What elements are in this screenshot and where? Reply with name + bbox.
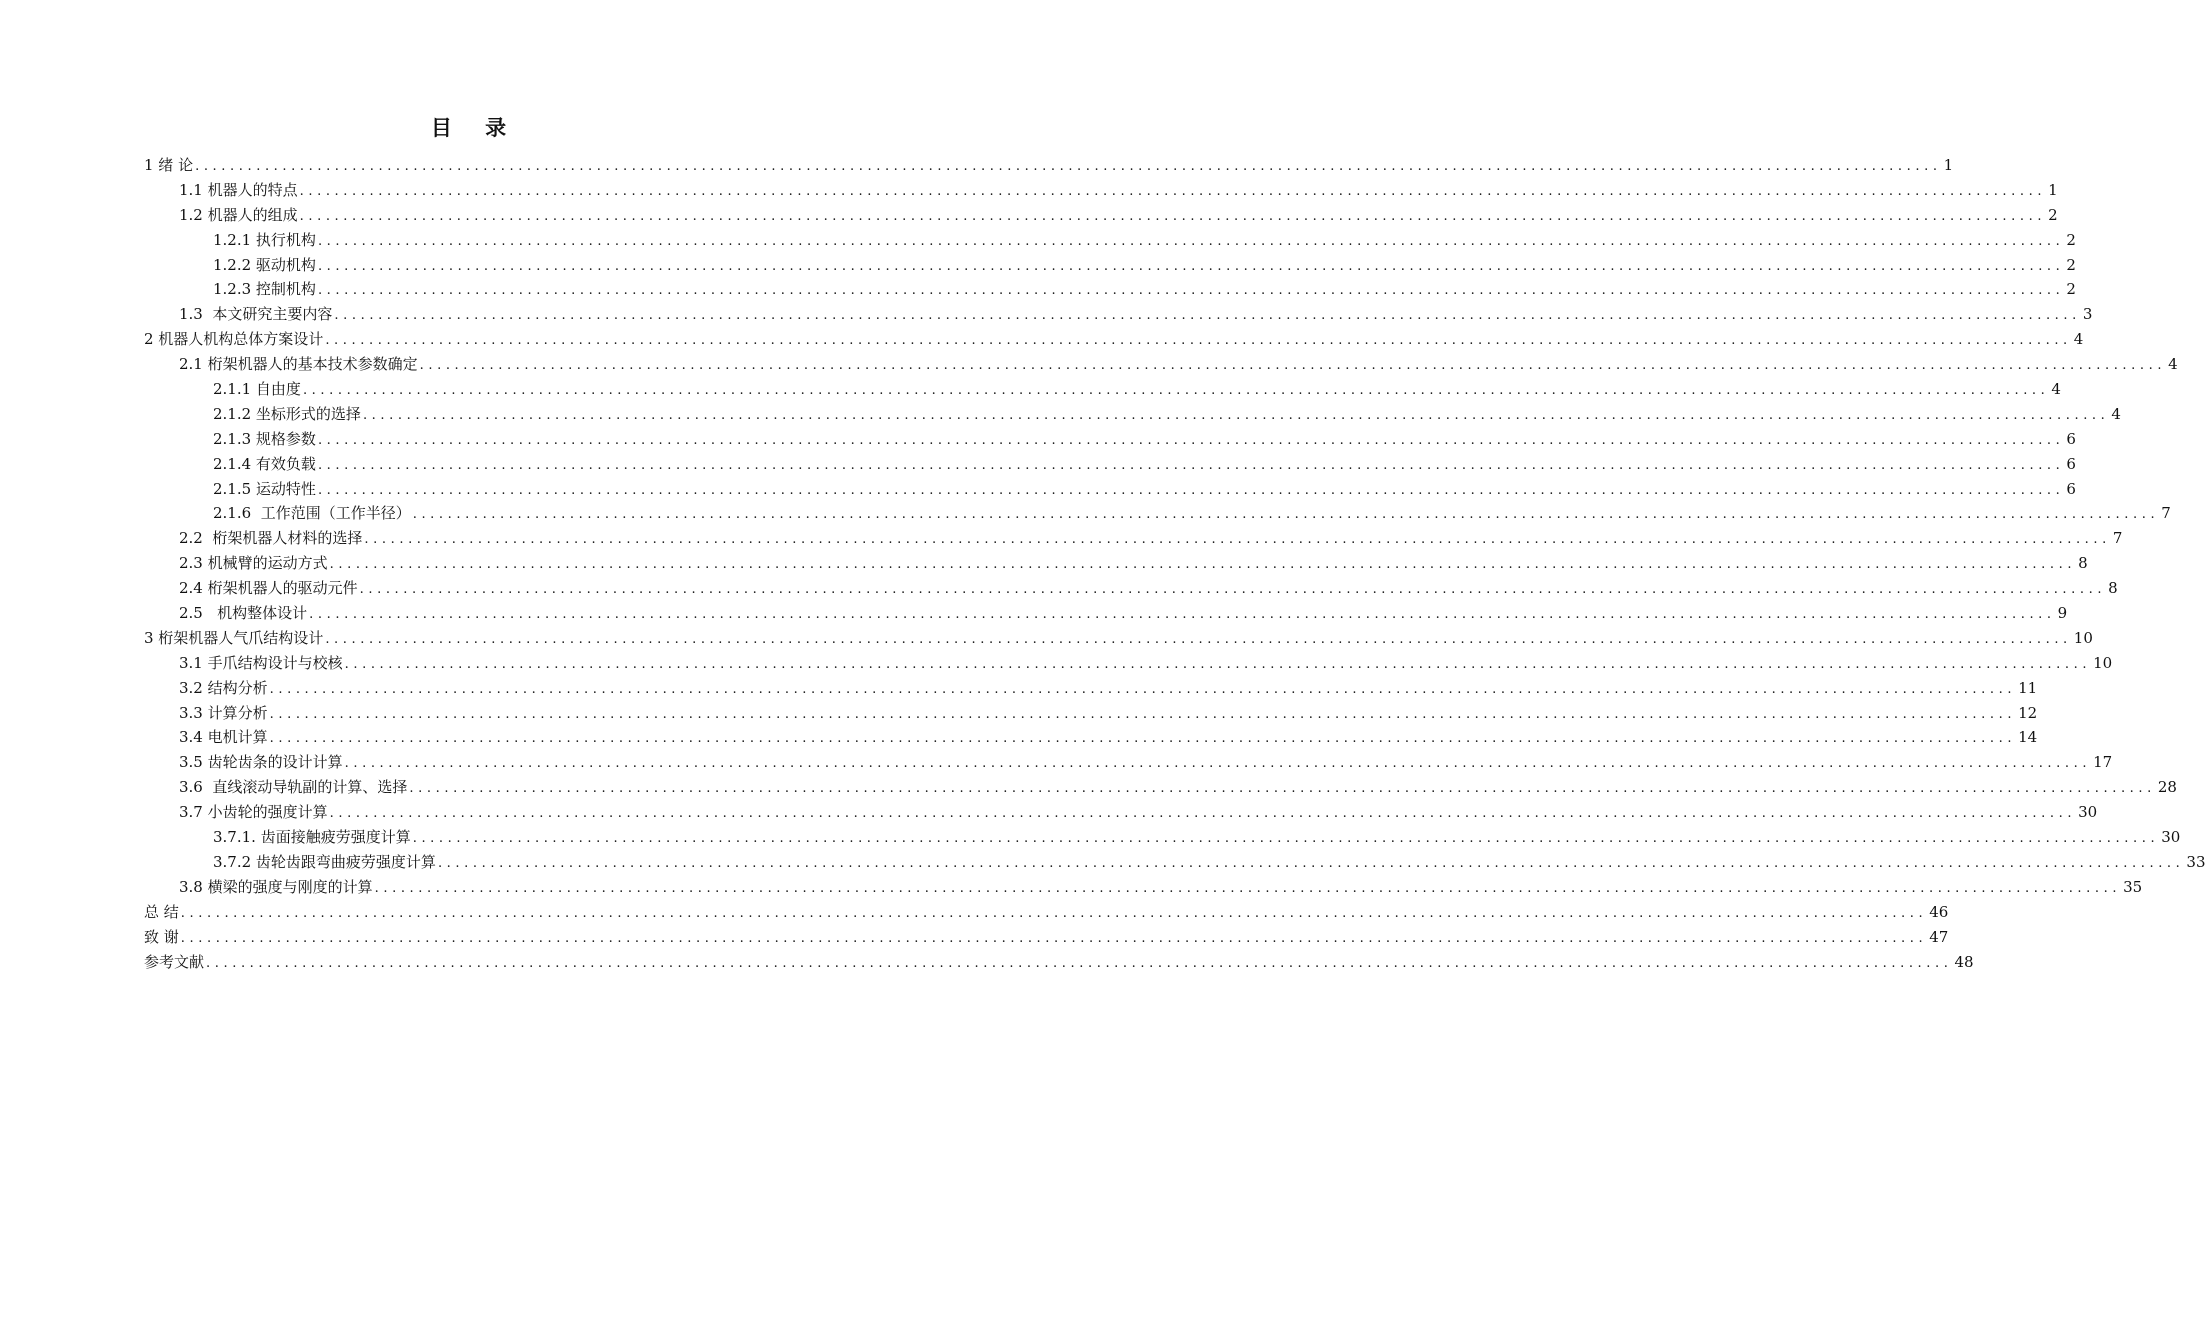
toc-entry-title: 2.1.3 规格参数	[213, 429, 316, 448]
toc-entry-page-number: 8	[2108, 579, 2118, 598]
toc-entry-page-number: 12	[2018, 703, 2038, 722]
toc-entry[interactable]	[144, 750, 2113, 775]
toc-entry[interactable]	[144, 477, 2076, 502]
toc-entry-page-number: 2	[2066, 280, 2076, 299]
toc-entry-page-number: 6	[2066, 479, 2076, 498]
toc-entry-title: 2.1.2 坐标形式的选择	[213, 404, 361, 423]
toc-entry-page-number: 1	[1943, 156, 1954, 174]
dot-leader: ........................................................................................................................................................................................................	[317, 283, 2065, 299]
toc-entry[interactable]	[144, 501, 2171, 526]
toc-entry[interactable]	[144, 626, 2093, 651]
toc-entry[interactable]	[144, 178, 2058, 203]
toc-entry-page-number: 10	[2093, 653, 2113, 672]
dot-leader: ........................................................................................................................................................................................................	[180, 905, 1928, 921]
toc-entry-title: 2 机器人机构总体方案设计	[144, 330, 324, 349]
toc-entry-title: 1.2.1 执行机构	[213, 230, 316, 249]
toc-entry[interactable]	[144, 651, 2113, 676]
toc-entry-title: 2.1.6 工作范围（工作半径）	[213, 504, 411, 523]
toc-entry[interactable]	[144, 800, 2098, 825]
dot-leader: ........................................................................................................................................................................................................	[269, 731, 2017, 747]
dot-leader: ........................................................................................................................................................................................................	[302, 383, 2050, 399]
toc-entry-title: 2.1.4 有效负载	[213, 454, 316, 473]
toc-entry-page-number: 14	[2018, 728, 2038, 747]
toc-entry-title: 3.1 手爪结构设计与校核	[179, 653, 343, 672]
toc-entry[interactable]	[144, 701, 2038, 726]
toc-entry-page-number: 4	[2168, 355, 2178, 374]
toc-entry-title: 3.8 横梁的强度与刚度的计算	[179, 877, 373, 896]
toc-entry[interactable]	[144, 526, 2123, 551]
toc-entry[interactable]	[144, 253, 2076, 278]
dot-leader: ........................................................................................................................................................................................................	[317, 432, 2065, 448]
toc-entry-title: 3.2 结构分析	[179, 678, 268, 697]
toc-entry-page-number: 30	[2161, 828, 2181, 847]
toc-entry-title: 1.2.3 控制机构	[213, 280, 316, 299]
toc-entry-title: 2.1 桁架机器人的基本技术参数确定	[179, 355, 418, 374]
dot-leader: ........................................................................................................................................................................................................	[325, 631, 2072, 647]
toc-entry-title: 2.5 机构整体设计	[179, 604, 308, 623]
toc-title: 目 录	[430, 116, 520, 140]
toc-entry[interactable]	[144, 427, 2076, 452]
toc-entry-page-number: 4	[2051, 380, 2061, 399]
toc-entry-title: 2.2 桁架机器人材料的选择	[179, 529, 363, 548]
toc-entry-title: 3.7.2 齿轮齿跟弯曲疲劳强度计算	[213, 852, 436, 871]
dot-leader: ........................................................................................................................................................................................................	[206, 955, 1953, 971]
toc-entry[interactable]	[144, 551, 2088, 576]
dot-leader: ........................................................................................................................................................................................................	[359, 582, 2107, 598]
toc-entry[interactable]	[144, 352, 2178, 377]
dot-leader: ........................................................................................................................................................................................................	[299, 183, 2047, 199]
toc-entry-page-number: 33	[2186, 852, 2206, 871]
toc-entry-title: 1.1 机器人的特点	[179, 180, 298, 199]
toc-entry-title: 总 结	[144, 902, 179, 921]
toc-entry-page-number: 6	[2066, 429, 2076, 448]
toc-entry-page-number: 35	[2123, 877, 2143, 896]
toc-entry-title: 2.1.1 自由度	[213, 380, 301, 399]
toc-entry-title: 3.7 小齿轮的强度计算	[179, 803, 328, 822]
toc-entry-page-number: 9	[2057, 604, 2068, 623]
dot-leader: ........................................................................................................................................................................................................	[364, 532, 2111, 548]
toc-entry[interactable]	[144, 775, 2177, 800]
dot-leader: ........................................................................................................................................................................................................	[317, 258, 2065, 274]
toc-entry-page-number: 1	[2048, 180, 2058, 199]
dot-leader: ........................................................................................................................................................................................................	[409, 781, 2156, 797]
dot-leader: ........................................................................................................................................................................................................	[269, 681, 2017, 697]
toc-entry[interactable]	[144, 900, 1949, 925]
toc-entry[interactable]	[144, 452, 2076, 477]
dot-leader: ........................................................................................................................................................................................................	[329, 806, 2077, 822]
toc-entry[interactable]	[144, 875, 2143, 900]
toc-entry-title: 3.3 计算分析	[179, 703, 268, 722]
toc-entry-page-number: 46	[1929, 902, 1949, 921]
toc-entry-page-number: 48	[1954, 952, 1974, 971]
dot-leader: ........................................................................................................................................................................................................	[412, 507, 2160, 523]
dot-leader: ........................................................................................................................................................................................................	[325, 333, 2072, 349]
toc-entry-page-number: 3	[2082, 305, 2093, 324]
dot-leader: ........................................................................................................................................................................................................	[269, 706, 2017, 722]
toc-entry-title: 致 谢	[144, 927, 179, 946]
toc-entry[interactable]	[144, 925, 1949, 950]
toc-entry[interactable]	[144, 203, 2058, 228]
toc-entry-title: 1 绪 论	[144, 156, 194, 174]
dot-leader: ........................................................................................................................................................................................................	[180, 930, 1928, 946]
toc-entry-title: 3.7.1. 齿面接触疲劳强度计算	[213, 828, 411, 847]
toc-entry-page-number: 4	[2073, 330, 2084, 349]
dot-leader: ........................................................................................................................................................................................................	[437, 855, 2185, 871]
dot-leader: ........................................................................................................................................................................................................	[329, 557, 2077, 573]
toc-entry-title: 1.2 机器人的组成	[179, 205, 298, 224]
dot-leader: ........................................................................................................................................................................................................	[299, 208, 2047, 224]
dot-leader: ........................................................................................................................................................................................................	[419, 358, 2167, 374]
toc-entry-page-number: 7	[2161, 504, 2171, 523]
dot-leader: ........................................................................................................................................................................................................	[344, 656, 2092, 672]
toc-entry-page-number: 30	[2078, 803, 2098, 822]
dot-leader: ........................................................................................................................................................................................................	[309, 607, 2056, 623]
toc-entry[interactable]	[144, 327, 2084, 352]
toc-entry-page-number: 2	[2066, 255, 2076, 274]
toc-entry-page-number: 2	[2048, 205, 2058, 224]
toc-entry[interactable]	[144, 825, 2181, 850]
toc-entry-page-number: 28	[2157, 778, 2177, 797]
toc-entry[interactable]	[144, 153, 1954, 178]
toc-entry-title: 3 桁架机器人气爪结构设计	[144, 628, 324, 647]
toc-entry-page-number: 10	[2073, 628, 2093, 647]
dot-leader: ........................................................................................................................................................................................................	[344, 756, 2092, 772]
toc-entry-page-number: 47	[1929, 927, 1949, 946]
toc-entry-page-number: 7	[2112, 529, 2123, 548]
toc-entry-title: 1.2.2 驱动机构	[213, 255, 316, 274]
toc-entry[interactable]	[144, 402, 2121, 427]
toc-entry-title: 1.3 本文研究主要内容	[179, 305, 333, 324]
table-of-contents	[144, 153, 2206, 974]
toc-entry[interactable]	[144, 601, 2068, 626]
toc-entry-page-number: 6	[2066, 454, 2076, 473]
toc-entry-page-number: 2	[2066, 230, 2076, 249]
toc-entry[interactable]	[144, 725, 2038, 750]
toc-entry[interactable]	[144, 676, 2038, 701]
toc-entry-page-number: 4	[2111, 404, 2121, 423]
dot-leader: ........................................................................................................................................................................................................	[412, 831, 2160, 847]
dot-leader: ........................................................................................................................................................................................................	[317, 233, 2065, 249]
toc-entry-title: 3.4 电机计算	[179, 728, 268, 747]
dot-leader: ........................................................................................................................................................................................................	[195, 159, 1942, 174]
dot-leader: ........................................................................................................................................................................................................	[362, 407, 2110, 423]
toc-entry-page-number: 8	[2078, 554, 2088, 573]
toc-entry-page-number: 11	[2018, 678, 2038, 697]
toc-entry-title: 参考文献	[144, 952, 205, 971]
toc-entry[interactable]	[144, 277, 2076, 302]
toc-entry[interactable]	[144, 850, 2206, 875]
toc-entry-title: 2.4 桁架机器人的驱动元件	[179, 579, 358, 598]
dot-leader: ........................................................................................................................................................................................................	[317, 482, 2065, 498]
dot-leader: ........................................................................................................................................................................................................	[317, 457, 2065, 473]
toc-entry[interactable]	[144, 377, 2061, 402]
toc-entry-title: 3.6 直线滚动导轨副的计算、选择	[179, 778, 408, 797]
toc-entry[interactable]	[144, 228, 2076, 253]
dot-leader: ........................................................................................................................................................................................................	[334, 308, 2081, 324]
toc-entry[interactable]	[144, 950, 1974, 975]
toc-entry-title: 2.1.5 运动特性	[213, 479, 316, 498]
toc-entry-title: 3.5 齿轮齿条的设计计算	[179, 753, 343, 772]
toc-entry[interactable]	[144, 302, 2093, 327]
toc-entry-page-number: 17	[2093, 753, 2113, 772]
dot-leader: ........................................................................................................................................................................................................	[374, 880, 2122, 896]
toc-entry[interactable]	[144, 576, 2118, 601]
toc-entry-title: 2.3 机械臂的运动方式	[179, 554, 328, 573]
